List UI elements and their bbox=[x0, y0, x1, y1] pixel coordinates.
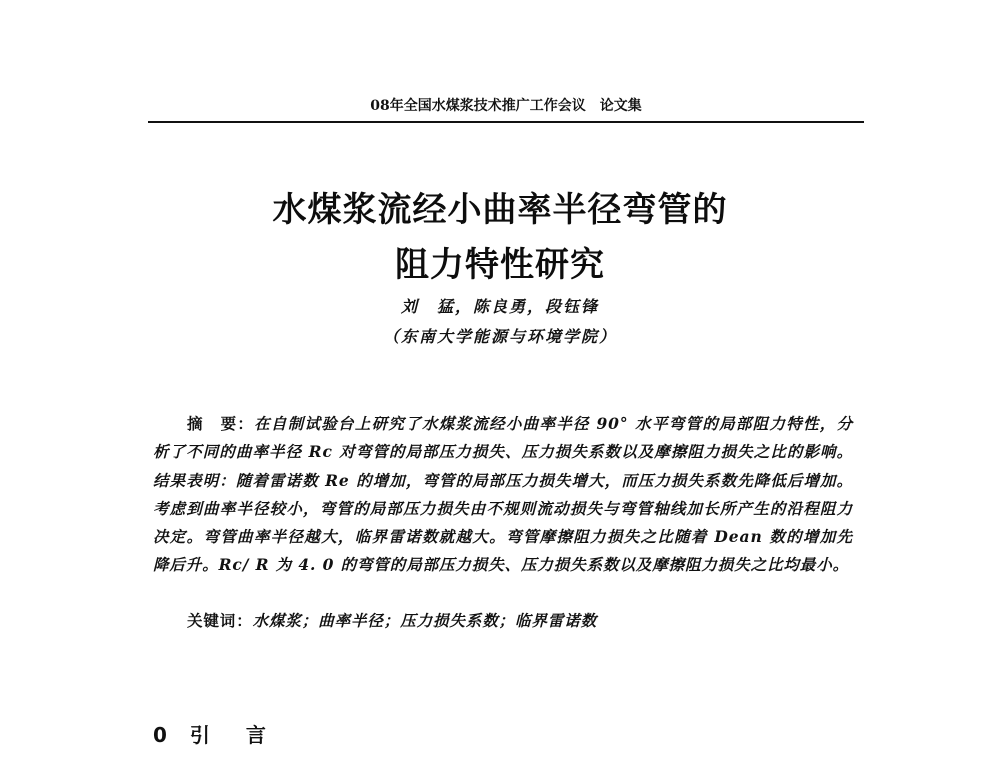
paper-title-line-2: 阻力特性研究 bbox=[395, 245, 605, 285]
section-title: 引 言 bbox=[189, 723, 274, 747]
section-heading bbox=[153, 721, 274, 749]
keywords-label: 关键词： bbox=[187, 611, 253, 630]
header-rule bbox=[148, 121, 864, 123]
section-number: 0 bbox=[153, 723, 175, 747]
running-header-text: 08年全国水煤浆技术推广工作会议 论文集 bbox=[370, 98, 642, 114]
abstract-label: 摘 要： bbox=[187, 414, 255, 433]
paper-title-line-1: 水煤浆流经小曲率半径弯管的 bbox=[272, 190, 728, 230]
abstract-text: 在自制试验台上研究了水煤浆流经小曲率半径 90° 水平弯管的局部阻力特性，分析了不同的曲率半径 Rc 对弯管的局部压力损失、压力损失系数以及摩擦阻力损失之比的影响。结果表明：随着雷诺数 Re 的增加，弯管的局部压力损失增大，而压力损失系数先降低后增加。考虑到曲率半径较小，弯管的局部压力损失由不规则流动损失与弯管轴线加长所产生的沿程阻力决定。弯管曲率半径越大，临界雷诺数就越大。弯管摩擦阻力损失之比随着 Dean 数的增加先降后升。Rc/ R 为 4. 0 的弯管的局部压力损失、压力损失系数以及摩擦阻力损失之比均最小。 bbox=[153, 414, 853, 575]
keywords bbox=[187, 608, 857, 634]
affiliation: （东南大学能源与环境学院） bbox=[382, 327, 617, 346]
running-header bbox=[148, 96, 864, 122]
authors: 刘 猛，陈良勇，段钰锋 bbox=[400, 297, 599, 316]
abstract bbox=[153, 410, 853, 580]
keywords-text: 水煤浆；曲率半径；压力损失系数；临界雷诺数 bbox=[252, 611, 598, 630]
